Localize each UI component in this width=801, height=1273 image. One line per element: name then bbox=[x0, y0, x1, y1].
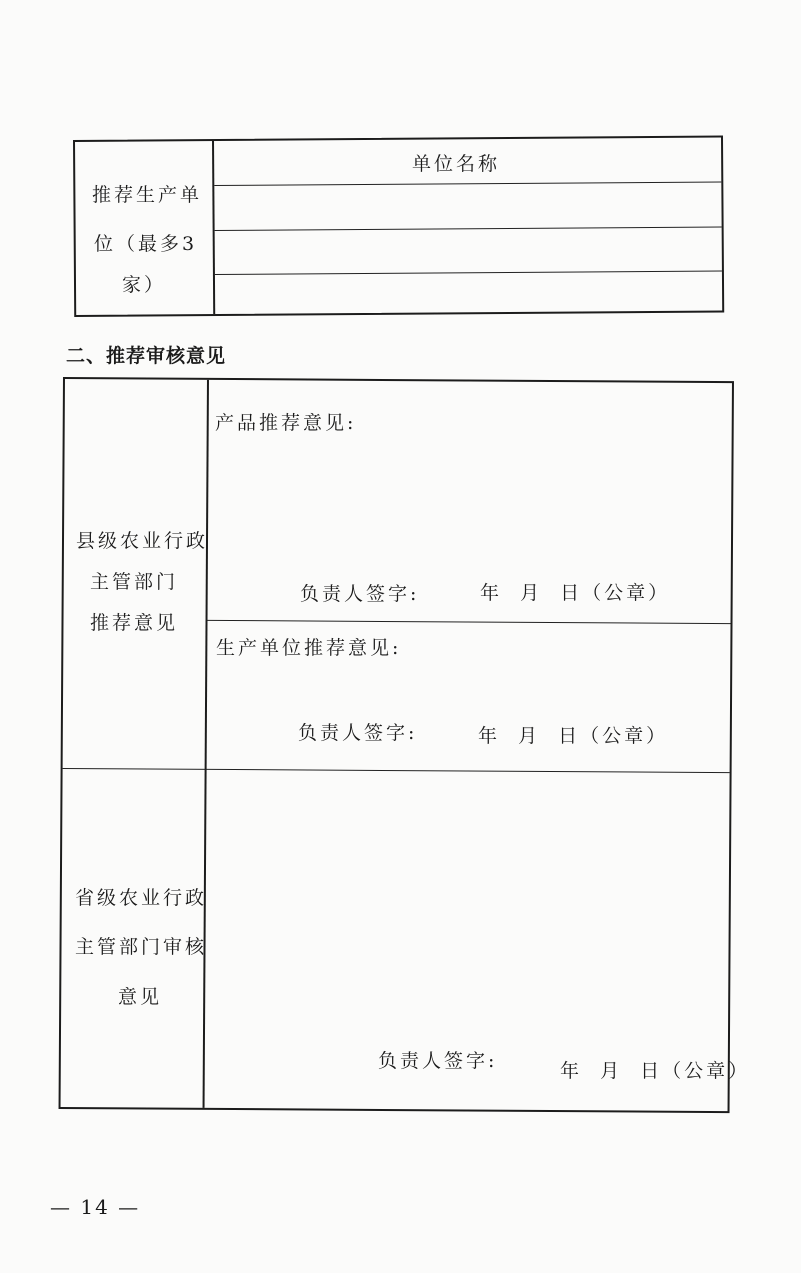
county-label-line: 推荐意见 bbox=[90, 612, 179, 634]
county-producer-date-seal: 年 月 日（公章） bbox=[478, 725, 669, 747]
producer-table-row-line bbox=[215, 270, 722, 275]
page-number: — 14 — bbox=[50, 1195, 141, 1219]
unit-name-header: 单位名称 bbox=[412, 153, 501, 175]
county-date-seal: 年 月 日（公章） bbox=[480, 582, 671, 604]
producer-table-divider bbox=[212, 141, 215, 314]
province-label-line: 省级农业行政 bbox=[75, 887, 208, 909]
province-sign-label: 负责人签字: bbox=[378, 1050, 498, 1072]
producer-row-label-line: 推荐生产单 bbox=[92, 184, 203, 206]
review-table-subrow-line bbox=[208, 620, 731, 624]
review-table-row-line bbox=[63, 768, 730, 773]
product-opinion-label: 产品推荐意见: bbox=[215, 412, 357, 434]
review-table-divider bbox=[203, 380, 209, 1108]
county-sign-label: 负责人签字: bbox=[300, 583, 420, 605]
producer-opinion-label: 生产单位推荐意见: bbox=[216, 637, 402, 659]
province-date-seal: 年 月 日（公章） bbox=[560, 1060, 751, 1082]
county-producer-sign-label: 负责人签字: bbox=[298, 722, 418, 744]
producer-row-label-line: 家） bbox=[122, 274, 167, 296]
province-label-line: 主管部门审核 bbox=[75, 936, 208, 958]
producer-table bbox=[73, 135, 724, 317]
section-heading: 二、推荐审核意见 bbox=[66, 345, 227, 367]
producer-table-row-line bbox=[215, 226, 722, 231]
producer-table-row-line bbox=[214, 181, 721, 186]
county-label-line: 主管部门 bbox=[90, 571, 179, 593]
county-label-line: 县级农业行政 bbox=[76, 530, 209, 552]
producer-row-label-line: 位（最多3 bbox=[94, 233, 198, 255]
province-label-line: 意见 bbox=[118, 986, 163, 1008]
